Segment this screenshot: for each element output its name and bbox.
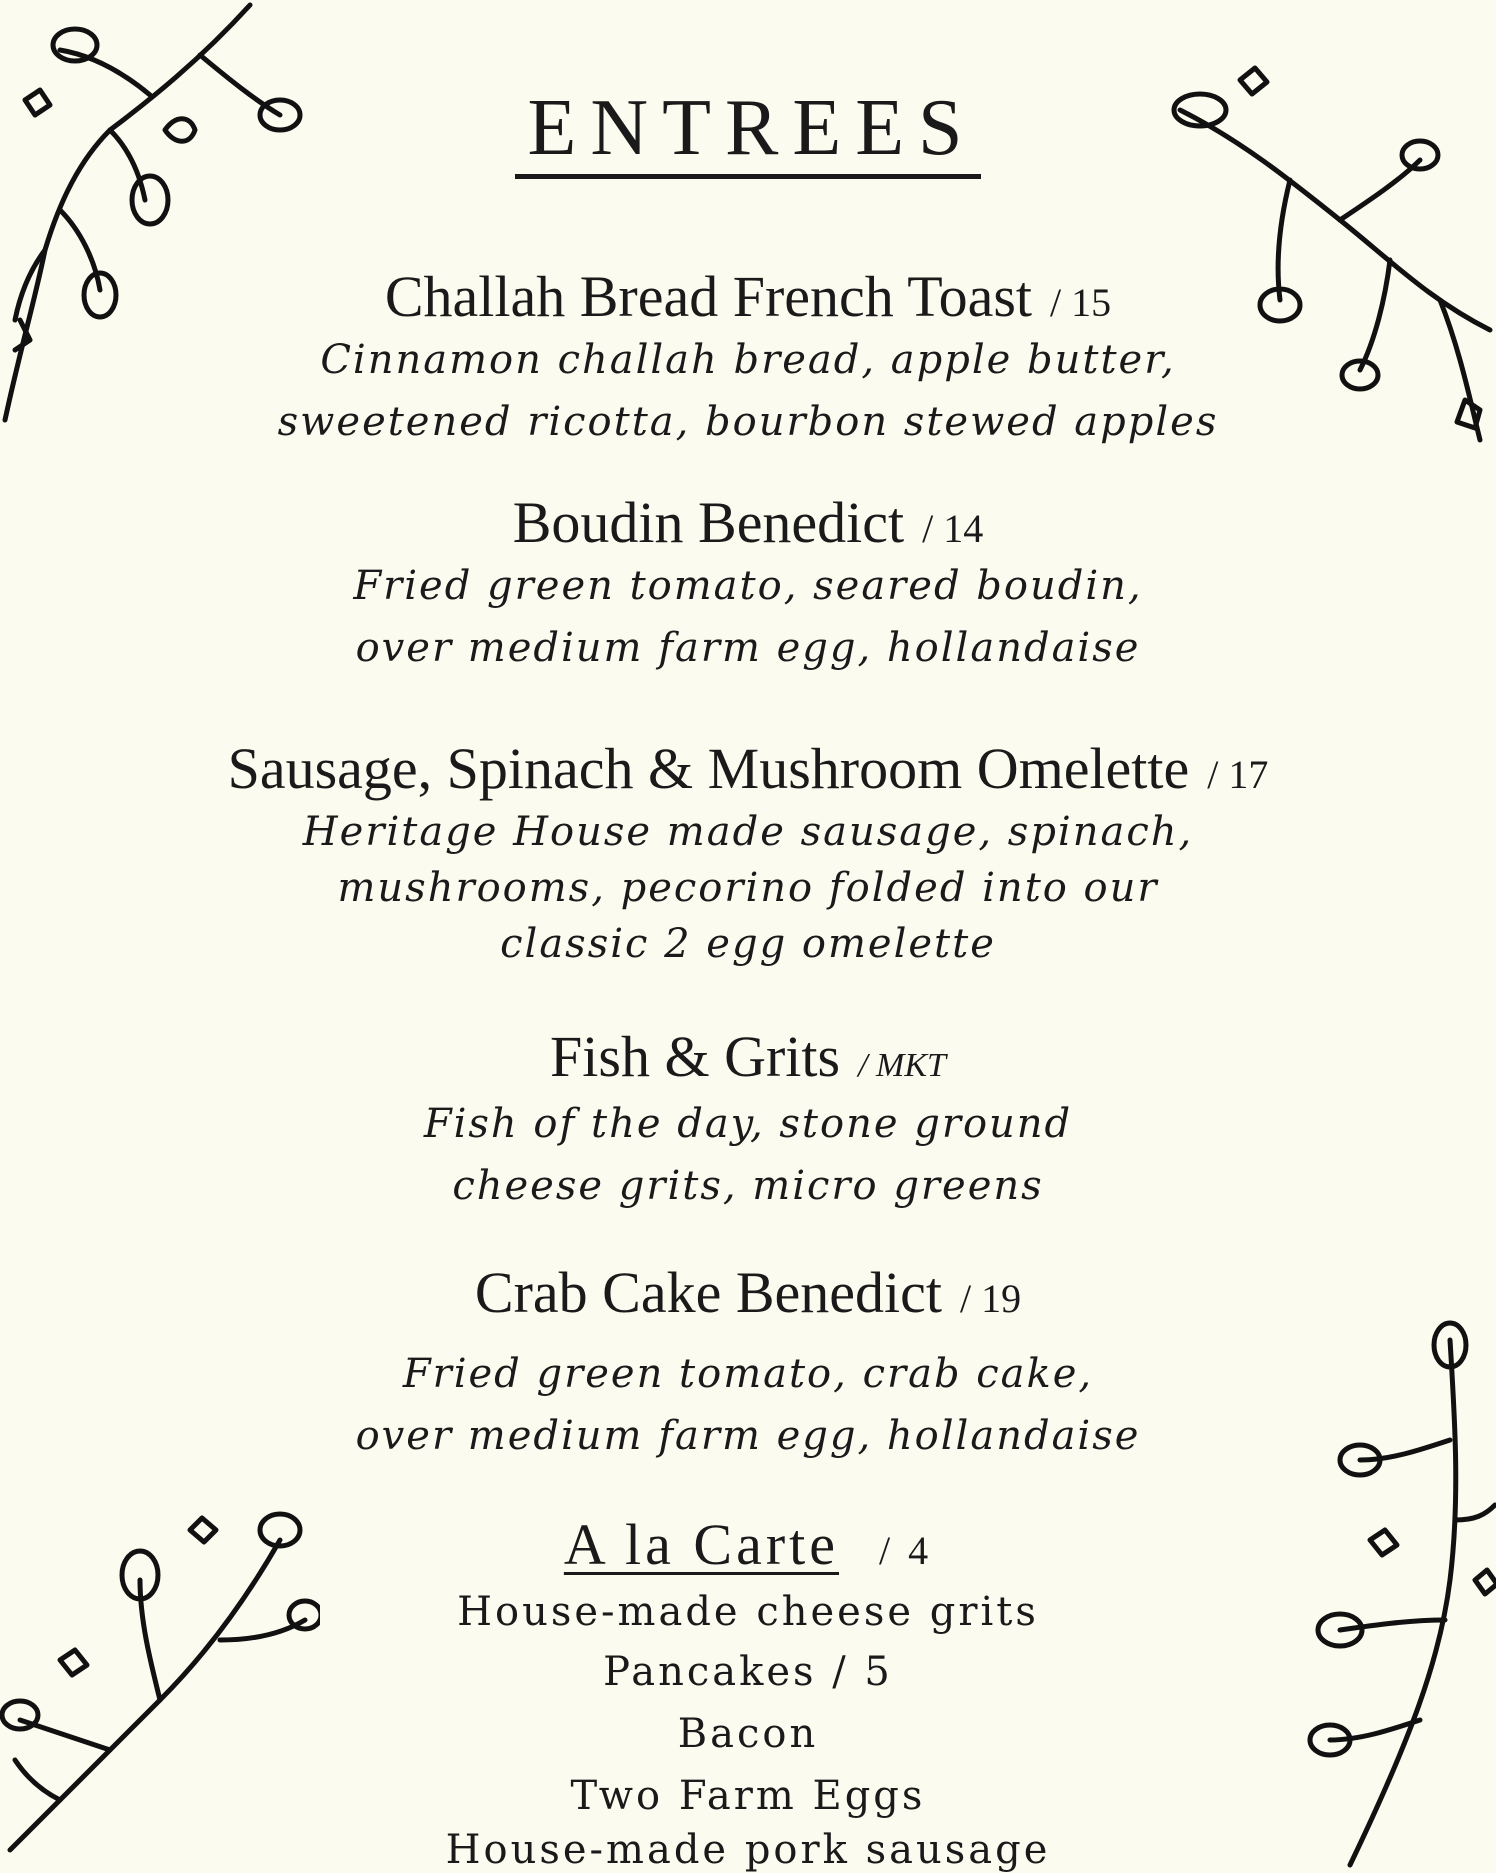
menu-item-description: Fried green tomato, crab cake, [402,1351,1094,1397]
menu-item-description: mushrooms, pecorino folded into our [337,865,1159,911]
menu-item-description: over medium farm egg, hollandaise [355,1413,1141,1459]
a-la-carte-item: Pancakes / 5 [603,1649,893,1695]
a-la-carte-item: Two Farm Eggs [570,1773,926,1819]
menu-item-description: sweetened ricotta, bourbon stewed apples [277,399,1219,445]
page-title-text: ENTREES [515,88,980,179]
a-la-carte-heading [0,1512,1496,1577]
a-la-carte-item: Bacon [677,1711,819,1757]
menu-item-description: cheese grits, micro greens [452,1163,1044,1209]
menu-item-name [0,490,1496,555]
item-name-text: Crab Cake Benedict [474,1260,942,1325]
menu-item-description: Heritage House made sausage, spinach, [302,809,1194,855]
item-price: / 17 [1207,752,1269,797]
a-la-carte-price: / 4 [879,1528,933,1573]
item-price: / 19 [959,1276,1022,1321]
item-price: / 15 [1050,280,1112,325]
menu-item-description: over medium farm egg, hollandaise [355,625,1141,671]
a-la-carte-title: A la Carte [563,1512,840,1577]
menu-item-description: Fried green tomato, seared boudin, [353,563,1143,609]
menu-item-name [0,1024,1496,1089]
menu-item-name [0,1260,1496,1325]
item-name-text: Sausage, Spinach & Mushroom Omelette [227,736,1190,801]
item-name-text: Boudin Benedict [512,490,905,555]
a-la-carte-item: House-made pork sausage [445,1827,1051,1873]
a-la-carte-item: House-made cheese grits [457,1589,1039,1635]
item-price: / 14 [922,506,984,551]
menu-item-name [0,736,1496,801]
menu-item-description: Fish of the day, stone ground [423,1101,1073,1147]
item-name-text: Challah Bread French Toast [384,264,1033,329]
item-name-text: Fish & Grits [550,1024,841,1089]
menu-item-description: classic 2 egg omelette [500,921,996,967]
menu-item-name [0,264,1496,329]
item-price: / MKT [858,1047,946,1084]
menu-item-description: Cinnamon challah bread, apple butter, [320,337,1176,383]
page-title [0,84,1496,179]
